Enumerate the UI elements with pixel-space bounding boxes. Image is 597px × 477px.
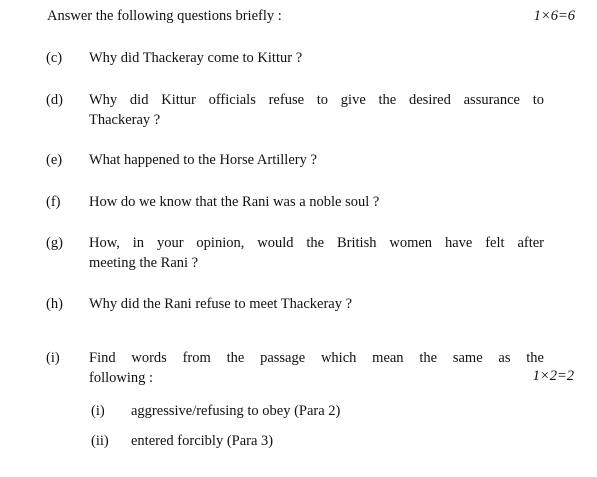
question-text-c: Why did Thackeray come to Kittur ? <box>89 50 303 66</box>
question-text-g <box>89 233 544 273</box>
question-label-d: (d) <box>46 92 63 108</box>
question-text-g-line1: How, in your opinion, would the British women have felt after <box>89 235 544 251</box>
question-text-h: Why did the Rani refuse to meet Thackeray ? <box>89 296 353 312</box>
question-text-d-line1: Why did Kittur officials refuse to give the desired assurance to <box>89 92 544 108</box>
subitem-label-ii: (ii) <box>91 433 109 449</box>
question-label-c: (c) <box>46 50 63 66</box>
question-text-i-line1: Find words from the passage which mean the same as the <box>89 350 544 366</box>
subitem-text-ii: entered forcibly (Para 3) <box>131 433 274 449</box>
question-label-e: (e) <box>46 152 63 168</box>
subitem-label-i: (i) <box>91 403 105 419</box>
question-label-i: (i) <box>46 350 60 366</box>
marks-allocation-i: 1×2=2 <box>532 368 574 384</box>
question-text-f: How do we know that the Rani was a noble soul ? <box>89 194 380 210</box>
question-label-g: (g) <box>46 235 63 251</box>
question-text-e: What happened to the Horse Artillery ? <box>89 152 317 168</box>
question-text-i <box>89 348 544 388</box>
question-label-h: (h) <box>46 296 63 312</box>
question-text-d-line2: Thackeray ? <box>89 112 161 128</box>
marks-allocation: 1×6=6 <box>533 8 575 24</box>
question-text-i-line2: following : <box>89 370 154 386</box>
instruction-text: Answer the following questions briefly : <box>47 8 282 24</box>
question-text-g-line2: meeting the Rani ? <box>89 255 199 271</box>
subitem-text-i: aggressive/refusing to obey (Para 2) <box>131 403 341 419</box>
question-label-f: (f) <box>46 194 61 210</box>
question-text-d <box>89 90 544 130</box>
